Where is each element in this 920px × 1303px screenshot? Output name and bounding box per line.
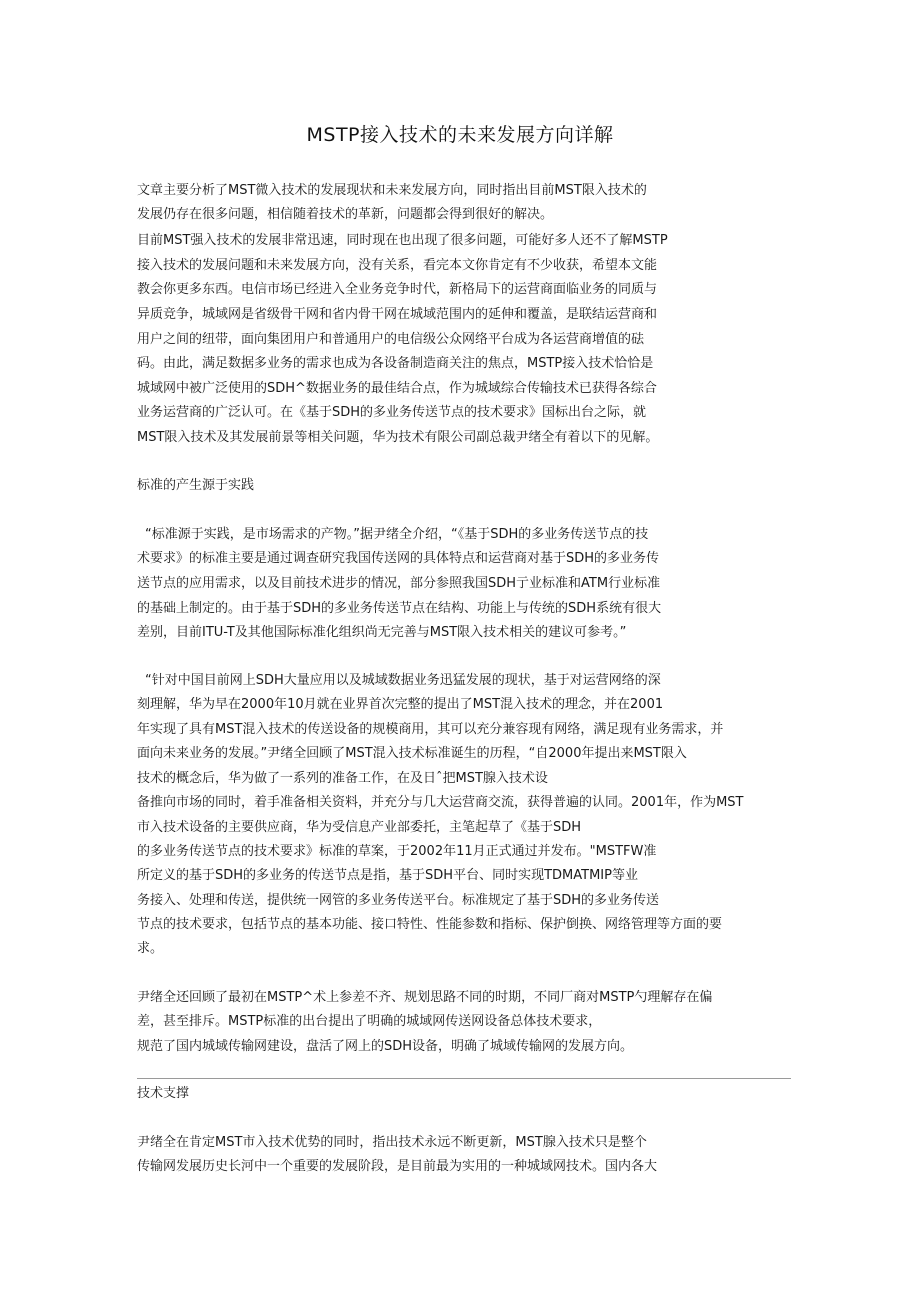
text-line: 教会你更多东西。电信市场已经进入全业务竞争时代，新格局下的运营商面临业务的同质与 bbox=[137, 282, 658, 297]
text-line: 尹绪全在肯定MST市入技术优势的同时，指出技术永远不断更新，MST腺入技术只是整个 bbox=[137, 1135, 647, 1150]
text-line: 目前MST强入技术的发展非常迅速，同时现在也出现了很多问题，可能好多人还不了解MSTP bbox=[137, 233, 668, 248]
text-line: 刻理解，华为早在2000年10月就在业界首次完整的提出了MST混入技术的理念，并在2001 bbox=[137, 697, 664, 712]
text-line: 码。由此，满足数据多业务的需求也成为各设备制造商关注的焦点，MSTP接入技术恰恰是 bbox=[137, 356, 654, 371]
text-line: “针对中国目前网上SDH大量应用以及城域数据业务迅猛发展的现状，基于对运营网络的深 bbox=[145, 673, 661, 688]
text-line: 所定义的基于SDH的多业务的传送节点是指，基于SDH平台、同时实现TDMATMIP等业 bbox=[137, 868, 638, 883]
text-line: 异质竞争，城域网是省级骨干网和省内骨干网在城域范围内的延伸和覆盖，是联结运营商和 bbox=[137, 307, 658, 322]
text-line: 文章主要分析了MST微入技术的发展现状和未来发展方向，同时指出目前MST限入技术的 bbox=[137, 183, 647, 198]
document-title: MSTP接入技术的未来发展方向详解 bbox=[306, 124, 614, 146]
text-line: 术要求》的标准主要是通过调查研究我国传送网的具体特点和运营商对基于SDH的多业务传 bbox=[137, 551, 660, 566]
text-line: 送节点的应用需求，以及目前技术进步的情况，部分参照我国SDH亍业标准和ATM行业标准 bbox=[137, 576, 661, 591]
text-line: 节点的技术要求，包括节点的基本功能、接口特性、性能参数和指标、保护倒换、网络管理等方面的要 bbox=[137, 917, 723, 932]
text-line: 用户之间的纽带，面向集团用户和普通用户的电信级公众网络平台成为各运营商增值的砝 bbox=[137, 332, 645, 347]
section-heading: 技术支撑 bbox=[137, 1086, 190, 1101]
text-line: 接入技术的发展问题和未来发展方向，没有关系，看完本文你肯定有不少收获，希望本文能 bbox=[137, 258, 658, 273]
text-line: 面向未来业务的发展。”尹绪全回顾了MST混入技术标准诞生的历程，“自2000年提出来MST限入 bbox=[137, 746, 687, 761]
text-line: “标准源于实践，是市场需求的产物。”据尹绪全介绍，“《基于SDH的多业务传送节点的技 bbox=[145, 527, 649, 542]
text-line: 尹绪全还回顾了最初在MSTP^术上参差不齐、规划思路不同的时期，不同厂商对MSTP勺理解存在偏 bbox=[137, 990, 713, 1005]
text-line: 差，甚至排斥。MSTP标准的出台提出了明确的城域网传送网设备总体技术要求， bbox=[137, 1014, 602, 1029]
section-divider bbox=[137, 1078, 791, 1079]
text-line: 发展仍存在很多问题，相信随着技术的革新，问题都会得到很好的解决。 bbox=[137, 207, 554, 222]
text-line: 市入技术设备的主要供应商，华为受信息产业部委托，主笔起草了《基于SDH bbox=[137, 820, 582, 835]
text-line: MST限入技术及其发展前景等相关问题，华为技术有限公司副总裁尹绪全有着以下的见解。 bbox=[137, 430, 659, 445]
text-line: 业务运营商的广泛认可。在《基于SDH的多业务传送节点的技术要求》国标出台之际，就 bbox=[137, 405, 647, 420]
text-line: 年实现了具有MST混入技术的传送设备的规模商用，其可以充分兼容现有网络，满足现有业务需求，并 bbox=[137, 722, 724, 737]
section-heading: 标准的产生源于实践 bbox=[137, 478, 255, 493]
text-line: 城域网中被广泛使用的SDH^数据业务的最佳结合点，作为城域综合传输技术已获得各综合 bbox=[137, 381, 657, 396]
text-line: 技术的概念后，华为做了一系列的准备工作，在及日ˆ把MST腺入技术设 bbox=[137, 771, 548, 786]
text-line: 备推向市场的同时，着手准备相关资料，并充分与几大运营商交流，获得普遍的认同。2001年，作为MST bbox=[137, 795, 744, 810]
text-line: 差别，目前ITU-T及其他国际标准化组织尚无完善与MST限入技术相关的建议可参考。” bbox=[137, 625, 627, 640]
text-line: 传输网发展历史长河中一个重要的发展阶段，是目前最为实用的一种城域网技术。国内各大 bbox=[137, 1159, 658, 1174]
text-line: 规范了国内城域传输网建设，盘活了网上的SDH设备，明确了城域传输网的发展方向。 bbox=[137, 1039, 634, 1054]
text-line: 求。 bbox=[137, 941, 164, 956]
text-line: 务接入、处理和传送，提供统一网管的多业务传送平台。标准规定了基于SDH的多业务传送 bbox=[137, 893, 660, 908]
text-line: 的多业务传送节点的技术要求》标准的草案，于2002年11月正式通过并发布。"MSTFW准 bbox=[137, 844, 657, 859]
text-line: 的基础上制定的。由于基于SDH的多业务传送节点在结构、功能上与传统的SDH系统有很大 bbox=[137, 601, 662, 616]
